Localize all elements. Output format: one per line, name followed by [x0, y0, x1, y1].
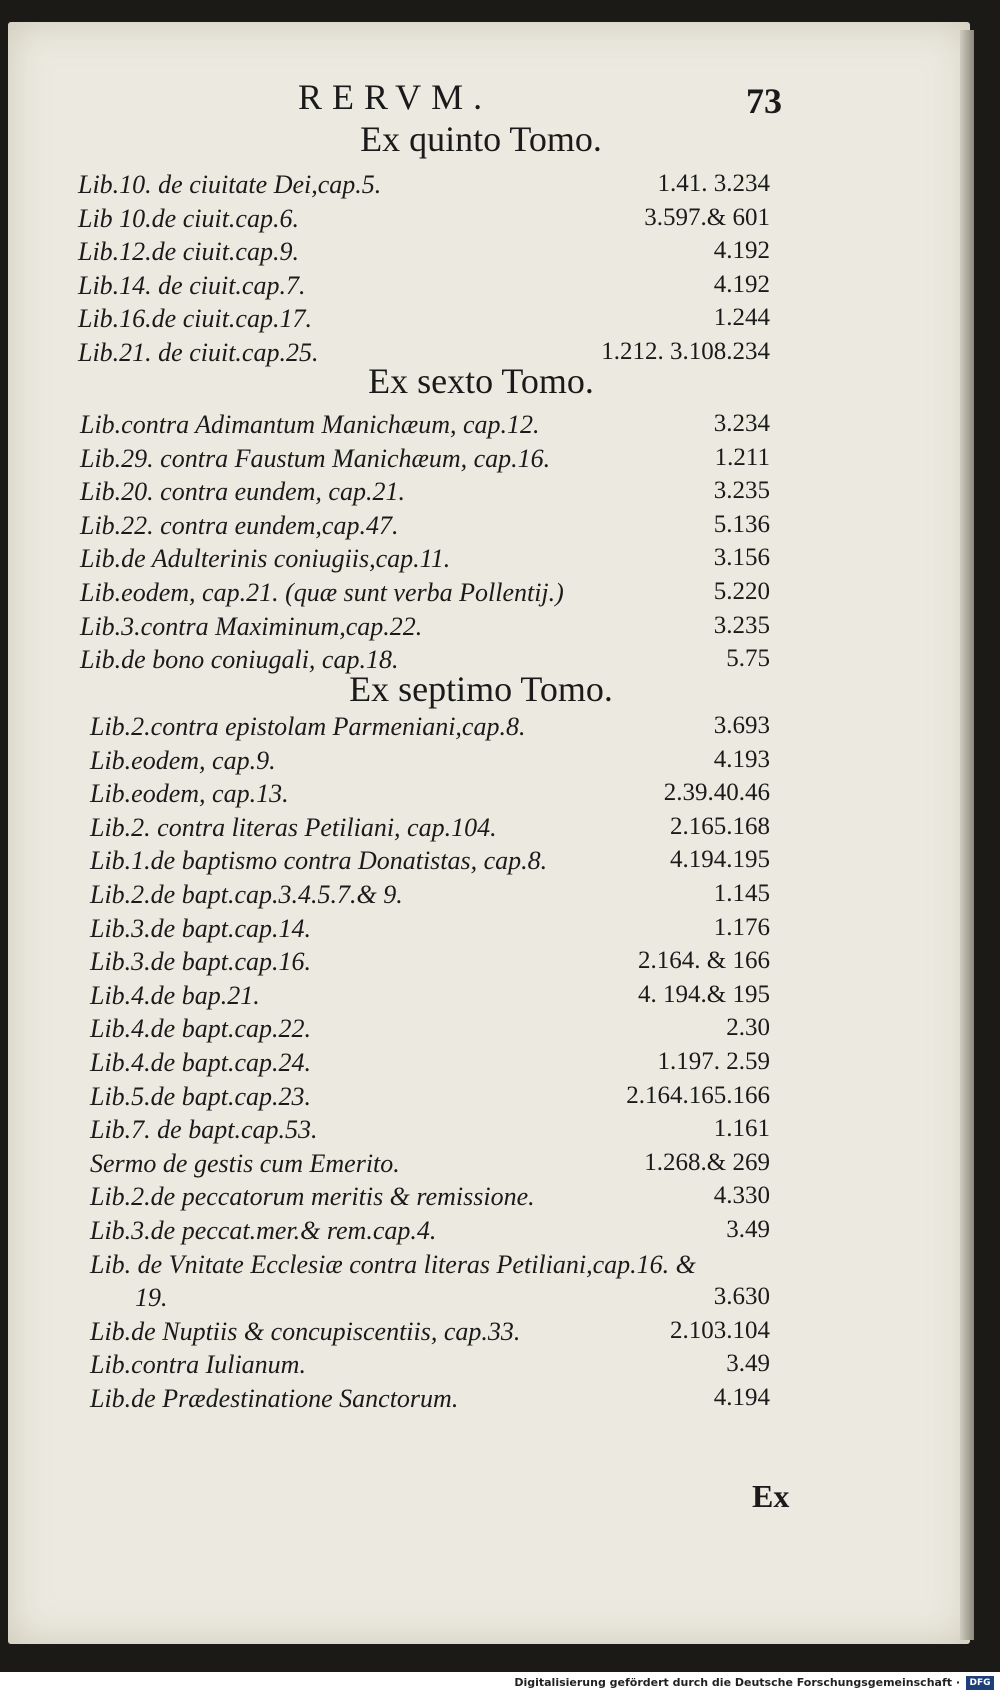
entry-title: 19.	[135, 1283, 168, 1313]
entry-title: Lib.de Prædestinatione Sanctorum.	[90, 1384, 459, 1413]
entry-reference: 3.630	[713, 1283, 770, 1311]
index-entry	[0, 477, 962, 511]
entry-title: Lib.2.de bapt.cap.3.4.5.7.& 9.	[90, 880, 403, 909]
index-entry	[0, 544, 962, 578]
entry-reference: 5.136	[713, 510, 770, 538]
section-heading: Ex septimo Tomo.	[349, 669, 613, 709]
entry-title: Lib.7. de bapt.cap.53.	[90, 1115, 318, 1145]
entry-title: Lib.5.de bapt.cap.23.	[90, 1081, 311, 1111]
index-entry	[0, 1014, 962, 1048]
index-entry	[0, 170, 962, 204]
entry-reference: 2.164. & 166	[638, 947, 770, 975]
index-entry	[0, 712, 962, 746]
entry-reference: 3.234	[713, 410, 770, 437]
index-entry	[0, 578, 962, 612]
entry-title: Lib.20. contra eundem, cap.21.	[80, 477, 405, 507]
index-entry	[0, 304, 962, 338]
entry-title: Lib.contra Iulianum.	[90, 1350, 306, 1380]
catchword: Ex	[752, 1478, 790, 1514]
entry-reference: 2.39.40.46	[663, 779, 770, 807]
entry-title: Lib.2.contra epistolam Parmeniani,cap.8.	[90, 712, 526, 741]
index-entry	[0, 1216, 962, 1250]
entry-title: Lib.4.de bapt.cap.22.	[90, 1014, 311, 1044]
index-entry	[0, 914, 962, 948]
index-entry	[0, 779, 962, 813]
entry-reference: 2.165.168	[670, 812, 770, 840]
index-entry	[0, 746, 962, 780]
entry-reference: 1.211	[714, 443, 770, 471]
entry-title: Lib.3.de bapt.cap.16.	[90, 947, 311, 977]
entry-reference: 3.49	[726, 1216, 770, 1243]
section-heading: Ex quinto Tomo.	[360, 119, 602, 159]
dfg-logo: DFG	[966, 1676, 994, 1690]
index-entry	[0, 444, 962, 478]
entry-title: Lib.de bono coniugali, cap.18.	[80, 645, 399, 675]
page-number: 73	[746, 81, 782, 121]
entry-title: Lib.21. de ciuit.cap.25.	[78, 338, 319, 367]
entry-title: Lib.3.de bapt.cap.14.	[90, 913, 311, 943]
entry-title: Lib.eodem, cap.9.	[90, 745, 276, 775]
entry-reference: 1.197. 2.59	[657, 1048, 770, 1075]
index-entry	[0, 813, 962, 847]
entry-reference: 4.193	[713, 745, 770, 773]
entry-reference: 3.235	[713, 611, 770, 639]
entry-title: Lib.29. contra Faustum Manichæum, cap.16.	[80, 443, 551, 473]
entry-title: Lib.3.de peccat.mer.& rem.cap.4.	[90, 1216, 437, 1245]
index-entry	[0, 511, 962, 545]
index-entry	[0, 1250, 962, 1284]
index-entry	[0, 1317, 962, 1351]
entry-reference: 2.103.104	[670, 1316, 770, 1344]
entry-title: Lib.4.de bapt.cap.24.	[90, 1048, 311, 1077]
entry-reference: 5.220	[713, 578, 770, 605]
entry-title: Lib.4.de bap.21.	[90, 980, 260, 1010]
entry-title: Lib.3.contra Maximinum,cap.22.	[80, 611, 423, 641]
index-entry	[0, 410, 962, 444]
entry-title: Lib.1.de baptismo contra Donatistas, cap.8.	[90, 846, 548, 876]
entry-reference: 3.693	[713, 712, 770, 739]
entry-reference: 3.156	[713, 544, 770, 572]
entry-reference: 5.75	[726, 645, 770, 673]
entry-title: Lib. de Vnitate Ecclesiæ contra literas Petiliani,cap.16. &	[90, 1249, 696, 1279]
index-entry	[0, 1082, 962, 1116]
index-entry	[0, 1115, 962, 1149]
index-entry	[0, 981, 962, 1015]
entry-title: Lib.eodem, cap.21. (quæ sunt verba Pollentij.)	[80, 578, 564, 607]
entry-reference: 4.194	[713, 1384, 770, 1411]
entry-title: Lib.16.de ciuit.cap.17.	[78, 304, 312, 334]
entry-title: Lib.de Nuptiis & concupiscentiis, cap.33.	[90, 1316, 521, 1346]
entry-title: Lib 10.de ciuit.cap.6.	[78, 203, 299, 233]
entry-reference: 1.161	[713, 1115, 770, 1143]
entry-reference: 3.49	[726, 1350, 770, 1378]
entry-reference: 4.192	[713, 237, 770, 265]
entry-title: Lib.2. contra literas Petiliani, cap.104.	[90, 812, 497, 842]
entry-title: Lib.eodem, cap.13.	[90, 779, 289, 809]
index-entry	[0, 846, 962, 880]
index-entry	[0, 880, 962, 914]
entry-title: Lib.14. de ciuit.cap.7.	[78, 270, 306, 300]
entry-reference: 1.244	[713, 304, 770, 332]
index-entry	[0, 612, 962, 646]
entry-reference: 1.41. 3.234	[657, 170, 770, 197]
entry-reference: 4. 194.& 195	[638, 980, 770, 1008]
entry-title: Lib.22. contra eundem,cap.47.	[80, 510, 399, 540]
entry-title: Lib.contra Adimantum Manichæum, cap.12.	[80, 410, 540, 439]
entry-reference: 1.212. 3.108.234	[601, 338, 770, 365]
entry-reference: 3.597.& 601	[644, 203, 770, 231]
index-entry	[0, 271, 962, 305]
entry-title: Lib.10. de ciuitate Dei,cap.5.	[78, 170, 382, 199]
entry-reference: 2.30	[726, 1014, 770, 1042]
entry-reference: 1.145	[713, 880, 770, 907]
entry-reference: 4.192	[713, 270, 770, 298]
section-heading: Ex sexto Tomo.	[368, 361, 594, 401]
footer-credit: Digitalisierung gefördert durch die Deutsche Forschungsgemeinschaft ·	[514, 1676, 960, 1689]
entry-title: Lib.de Adulterinis coniugiis,cap.11.	[80, 544, 451, 574]
index-entry	[0, 1283, 962, 1317]
index-entry	[0, 1048, 962, 1082]
running-head: RERVM.	[298, 77, 493, 117]
index-entry	[0, 1384, 962, 1418]
index-entry	[0, 204, 962, 238]
page-edge	[960, 30, 974, 1640]
entry-reference: 4.194.195	[670, 846, 770, 874]
index-entry	[0, 1350, 962, 1384]
entry-reference: 3.235	[713, 477, 770, 505]
entry-title: Lib.12.de ciuit.cap.9.	[78, 237, 299, 267]
entry-title: Lib.2.de peccatorum meritis & remissione.	[90, 1182, 535, 1212]
entry-reference: 4.330	[713, 1182, 770, 1210]
entry-reference: 2.164.165.166	[626, 1081, 770, 1109]
index-entry	[0, 1149, 962, 1183]
entry-title: Sermo de gestis cum Emerito.	[90, 1148, 400, 1178]
entry-reference: 1.176	[713, 913, 770, 941]
index-entry	[0, 947, 962, 981]
index-entry	[0, 1182, 962, 1216]
index-entry	[0, 237, 962, 271]
entry-reference: 1.268.& 269	[644, 1148, 770, 1176]
